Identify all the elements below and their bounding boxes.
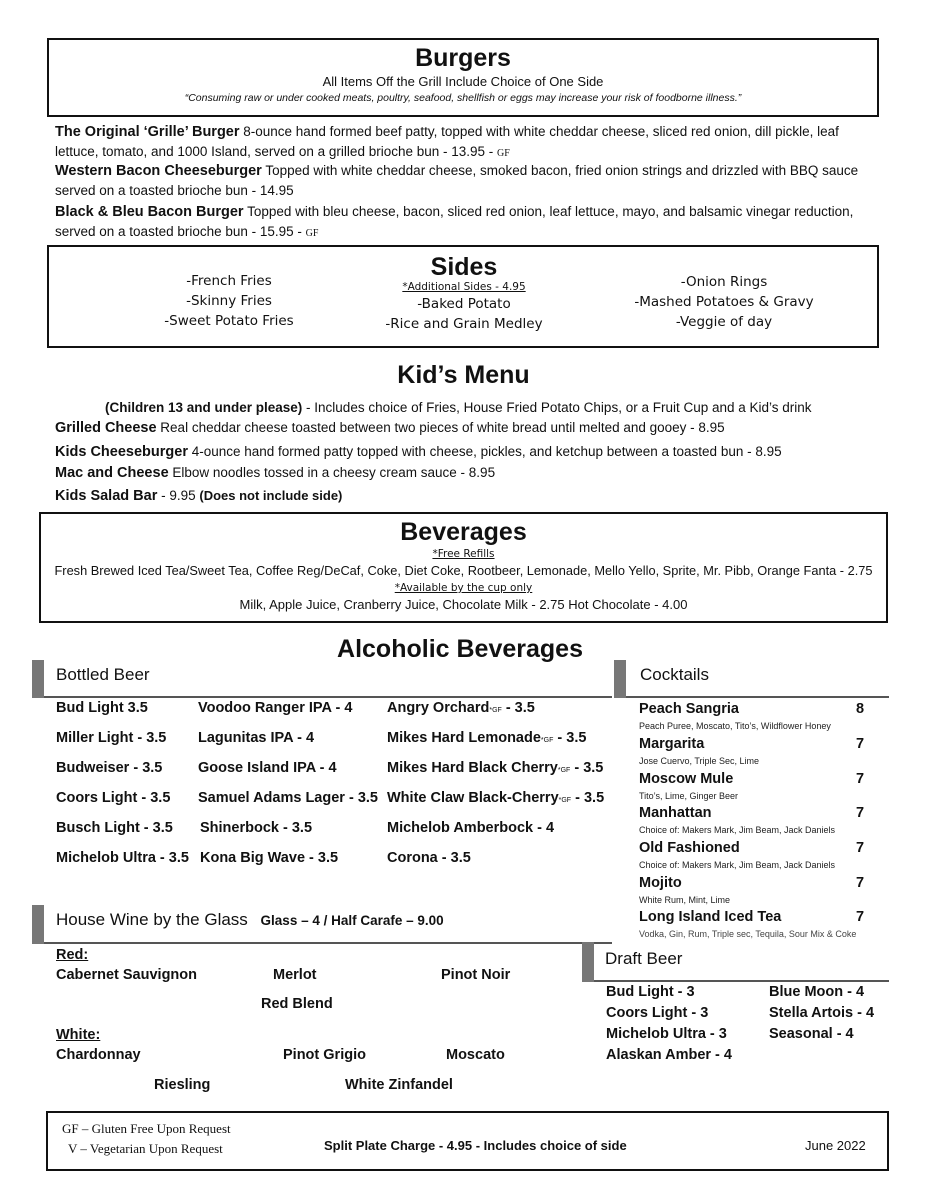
draft-beer-item: Bud Light - 3 <box>606 984 695 1000</box>
gf-tag: GF <box>497 148 510 159</box>
kids-item-salad-bar <box>55 486 875 506</box>
additional-sides-note: *Additional Sides - 4.95 <box>402 281 526 293</box>
sides-box <box>47 245 879 348</box>
cocktail-price: 7 <box>856 840 865 856</box>
draft-beer-header-line <box>594 980 889 982</box>
alcoholic-title: Alcoholic Beverages <box>337 635 583 663</box>
sides-right-column <box>589 272 859 332</box>
beverages-box <box>39 512 888 623</box>
burger-desc: Topped with bleu cheese, bacon, sliced red onion, leaf lettuce, mayo, and balsamic vinegar reduction, served on a toasted brioche bun - 15.95 - <box>55 204 854 239</box>
burger-name: Western Bacon Cheeseburger <box>55 163 262 179</box>
cocktail-price: 8 <box>856 701 865 717</box>
beer-item: Lagunitas IPA - 4 <box>198 730 315 746</box>
house-wine-header-line <box>44 942 612 944</box>
cocktail-desc: Vodka, Gin, Rum, Triple sec, Tequila, Sour Mix & Coke <box>639 929 857 939</box>
burgers-title: Burgers <box>415 44 511 72</box>
refill-list: Fresh Brewed Iced Tea/Sweet Tea, Coffee Reg/DeCaf, Coke, Diet Coke, Rootbeer, Lemonade, Mello Yello, Sprite, Mr. Pibb, Orange Fanta - 2.75 <box>54 563 873 578</box>
bottled-beer-header-line <box>44 696 612 698</box>
beer-item-gf: Angry Orchard*GF - 3.5 <box>387 700 535 716</box>
cocktail-price: 7 <box>856 771 865 787</box>
cocktail-desc: Tito’s, Lime, Ginger Beer <box>639 791 739 801</box>
kids-item-grilled-cheese <box>55 418 875 438</box>
cocktail-name: Margarita <box>639 736 705 752</box>
kids-item-name: Grilled Cheese <box>55 420 157 436</box>
kids-item-name: Mac and Cheese <box>55 465 169 481</box>
cocktails-header-bar <box>614 660 626 698</box>
kids-item-cheeseburger <box>55 442 875 462</box>
cocktail-name: Long Island Iced Tea <box>639 909 782 925</box>
burgers-subtitle: All Items Off the Grill Include Choice of One Side <box>322 74 604 89</box>
draft-beer-item: Blue Moon - 4 <box>769 984 865 1000</box>
kids-note-text: - Includes choice of Fries, House Fried Potato Chips, or a Fruit Cup and a Kid’s drink <box>302 400 812 415</box>
beer-item-gf: White Claw Black-Cherry*GF - 3.5 <box>387 790 605 806</box>
gf-tag: GF <box>305 228 319 239</box>
cocktail-desc: White Rum, Mint, Lime <box>639 895 731 905</box>
beer-item: Bud Light 3.5 <box>56 700 148 716</box>
beer-item: Michelob Ultra - 3.5 <box>56 850 189 866</box>
beer-item: Coors Light - 3.5 <box>56 790 171 806</box>
draft-beer-item: Alaskan Amber - 4 <box>606 1047 732 1063</box>
wine-item: Moscato <box>446 1047 505 1063</box>
side-item: -Baked Potato <box>417 296 511 312</box>
side-item: -Mashed Potatoes & Gravy <box>634 294 814 310</box>
free-refills-label: *Free Refills <box>432 548 495 560</box>
kids-item-desc: Elbow noodles tossed in a cheesy cream sauce - 8.95 <box>168 465 496 480</box>
draft-beer-header: Draft Beer <box>605 949 683 968</box>
kids-item-desc: Real cheddar cheese toasted between two pieces of white bread until melted and gooey - 8.95 <box>156 420 725 435</box>
wine-item: Pinot Grigio <box>283 1047 366 1063</box>
cocktail-price: 7 <box>856 736 865 752</box>
side-item: -Skinny Fries <box>186 293 272 309</box>
house-wine-title: House Wine by the Glass <box>56 910 248 929</box>
burgers-header-box <box>47 38 879 117</box>
beer-item-gf: Mikes Hard Black Cherry*GF - 3.5 <box>387 760 604 776</box>
burger-item-black-bleu <box>55 202 875 243</box>
beer-item: Corona - 3.5 <box>387 850 471 866</box>
wine-item: Chardonnay <box>56 1047 141 1063</box>
side-item: -Onion Rings <box>680 274 768 290</box>
kids-item-name: Kids Salad Bar <box>55 488 158 504</box>
house-wine-header-bar <box>32 905 44 944</box>
kids-item-extra: (Does not include side) <box>199 488 343 503</box>
burger-item-western <box>55 161 875 200</box>
kids-item-mac-cheese <box>55 463 875 483</box>
beer-item: Busch Light - 3.5 <box>56 820 173 836</box>
bottled-beer-header: Bottled Beer <box>56 665 150 684</box>
cocktail-desc: Choice of: Makers Mark, Jim Beam, Jack Daniels <box>639 860 836 870</box>
foodborne-warning: “Consuming raw or under cooked meats, poultry, seafood, shellfish or eggs may increase your risk of foodborne illness.” <box>184 92 742 104</box>
cocktail-price: 7 <box>856 909 865 925</box>
kids-title: Kid’s Menu <box>397 361 530 389</box>
by-cup-label: *Available by the cup only <box>394 582 533 594</box>
beer-item: Samuel Adams Lager - 3.5 <box>198 790 378 806</box>
cocktail-name: Manhattan <box>639 805 712 821</box>
bottled-beer-header-bar <box>32 660 44 698</box>
cocktail-desc: Choice of: Makers Mark, Jim Beam, Jack Daniels <box>639 825 836 835</box>
beer-item: Voodoo Ranger IPA - 4 <box>198 700 353 716</box>
side-item: -Veggie of day <box>675 314 773 330</box>
cocktail-name: Peach Sangria <box>639 701 739 717</box>
wine-item: Merlot <box>273 967 317 983</box>
wine-item: Red Blend <box>261 996 333 1012</box>
wine-item: Pinot Noir <box>441 967 511 983</box>
cocktails-header: Cocktails <box>640 665 709 684</box>
kids-item-desc: 4-ounce hand formed patty topped with cheese, pickles, and ketchup between a toasted bun - 8.95 <box>187 444 782 459</box>
sides-center-column <box>339 253 589 334</box>
burger-item-original <box>55 122 875 163</box>
burger-name: Black & Bleu Bacon Burger <box>55 204 244 220</box>
sides-title: Sides <box>430 253 498 281</box>
gluten-free-note: GF – Gluten Free Upon Request <box>62 1121 231 1136</box>
house-wine-price: Glass – 4 / Half Carafe – 9.00 <box>260 913 444 928</box>
kids-item-desc: - 9.95 <box>157 488 200 503</box>
split-plate-charge: Split Plate Charge - 4.95 - Includes choice of side <box>324 1138 627 1153</box>
burger-name: The Original ‘Grille’ Burger <box>55 124 240 140</box>
vegetarian-note: V – Vegetarian Upon Request <box>68 1141 223 1156</box>
side-item: -Sweet Potato Fries <box>164 313 294 329</box>
cocktail-desc: Jose Cuervo, Triple Sec, Lime <box>639 756 760 766</box>
sides-left-column <box>109 271 349 331</box>
beer-item-gf: Mikes Hard Lemonade*GF - 3.5 <box>387 730 587 746</box>
kids-note-bold: (Children 13 and under please) <box>105 400 303 415</box>
kids-item-name: Kids Cheeseburger <box>55 444 188 460</box>
cocktail-desc: Peach Puree, Moscato, Tito’s, Wildflower Honey <box>639 721 831 731</box>
cocktail-name: Moscow Mule <box>639 771 734 787</box>
beer-item: Michelob Amberbock - 4 <box>387 820 555 836</box>
wine-item: Cabernet Sauvignon <box>56 967 197 983</box>
house-wine-header <box>56 910 444 930</box>
burger-desc: Topped with white cheddar cheese, smoked bacon, fried onion strings and drizzled with BBQ sauce served on a toasted brioche bun - 14.95 <box>55 163 859 198</box>
menu-date: June 2022 <box>805 1138 866 1153</box>
beer-item: Budweiser - 3.5 <box>56 760 163 776</box>
beer-item: Kona Big Wave - 3.5 <box>200 850 339 866</box>
cocktail-name: Mojito <box>639 875 682 891</box>
cup-list: Milk, Apple Juice, Cranberry Juice, Chocolate Milk - 2.75 Hot Chocolate - 4.00 <box>239 597 688 612</box>
kids-note <box>105 400 812 415</box>
cocktail-name: Old Fashioned <box>639 840 740 856</box>
cocktails-header-line <box>626 696 889 698</box>
red-wine-label: Red: <box>56 947 89 963</box>
draft-beer-item: Coors Light - 3 <box>606 1005 709 1021</box>
burger-desc: 8-ounce hand formed beef patty, topped with white cheddar cheese, sliced red onion, dill pickle, leaf lettuce, tomato, and 1000 Island, served on a grilled brioche bun - 13.95 - <box>55 124 839 159</box>
wine-item: White Zinfandel <box>345 1077 453 1093</box>
beer-item: Goose Island IPA - 4 <box>198 760 337 776</box>
cocktail-price: 7 <box>856 875 865 891</box>
beer-item: Shinerbock - 3.5 <box>200 820 313 836</box>
draft-beer-item: Stella Artois - 4 <box>769 1005 875 1021</box>
side-item: -French Fries <box>186 273 272 289</box>
cocktail-price: 7 <box>856 805 865 821</box>
white-wine-label: White: <box>56 1027 101 1043</box>
wine-item: Riesling <box>154 1077 211 1093</box>
draft-beer-item: Seasonal - 4 <box>769 1026 854 1042</box>
footer-box <box>46 1111 889 1171</box>
draft-beer-item: Michelob Ultra - 3 <box>606 1026 727 1042</box>
draft-beer-header-bar <box>582 942 594 982</box>
beer-item: Miller Light - 3.5 <box>56 730 167 746</box>
side-item: -Rice and Grain Medley <box>385 316 543 332</box>
beverages-title: Beverages <box>400 518 527 546</box>
